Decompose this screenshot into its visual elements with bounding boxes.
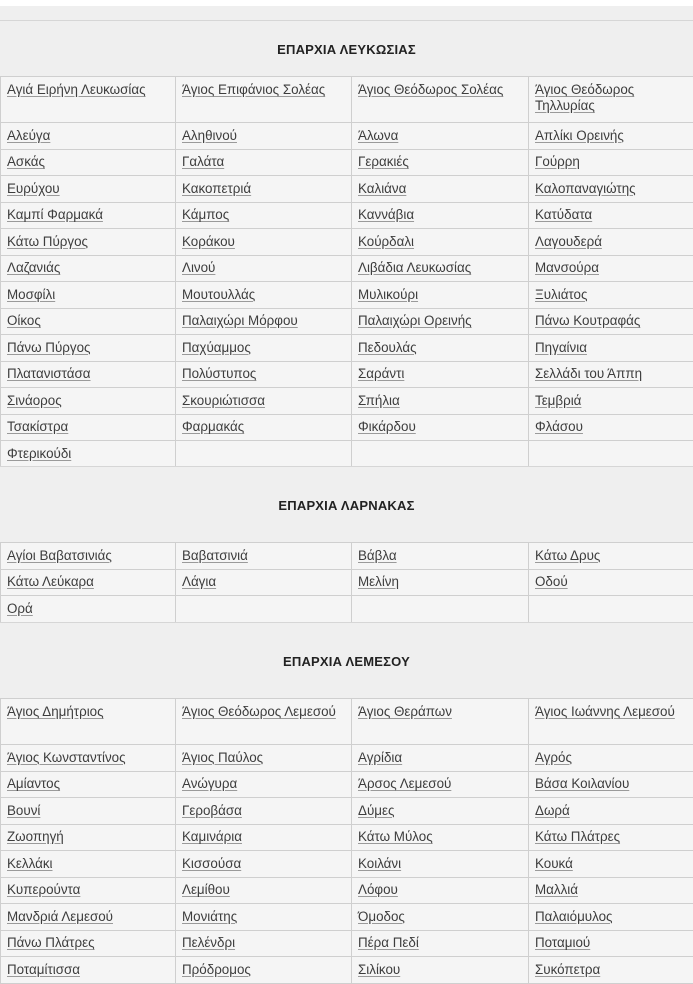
village-cell[interactable]: Πλατανιστάσα <box>1 361 176 388</box>
village-cell[interactable]: Σαράντι <box>352 361 529 388</box>
table-larnaca <box>0 542 693 623</box>
village-cell[interactable]: Γούρρη <box>529 149 693 176</box>
village-cell[interactable]: Αληθινού <box>176 123 352 150</box>
village-cell[interactable]: Άγιος Θεράπων <box>352 699 529 745</box>
village-cell[interactable]: Γεροβάσα <box>176 798 352 825</box>
village-cell[interactable]: Κυπερούντα <box>1 877 176 904</box>
table-row <box>1 255 693 282</box>
village-cell <box>529 441 693 468</box>
table-row <box>1 77 693 123</box>
village-cell[interactable]: Αγρίδια <box>352 745 529 772</box>
village-cell[interactable]: Λινού <box>176 255 352 282</box>
table-row <box>1 123 693 150</box>
section-title: ΕΠΑΡΧΙΑ ΛΑΡΝΑΚΑΣ <box>278 498 414 513</box>
village-cell[interactable]: Κάμπος <box>176 202 352 229</box>
village-cell[interactable]: Αλεύγα <box>1 123 176 150</box>
village-cell[interactable]: Γερακιές <box>352 149 529 176</box>
table-limassol <box>0 698 693 984</box>
village-cell[interactable]: Άγιος Θεόδωρος Τηλλυρίας <box>529 77 693 123</box>
table-row <box>1 877 693 904</box>
village-cell[interactable]: Σινάορος <box>1 388 176 415</box>
village-cell[interactable]: Ανώγυρα <box>176 771 352 798</box>
table-row <box>1 543 693 570</box>
table-nicosia <box>0 76 693 468</box>
village-cell[interactable]: Άγιος Κωνσταντίνος <box>1 745 176 772</box>
village-cell[interactable]: Κάτω Μύλος <box>352 824 529 851</box>
village-cell <box>529 596 693 623</box>
village-cell[interactable]: Βάσα Κοιλανίου <box>529 771 693 798</box>
village-cell[interactable]: Ποταμιού <box>529 930 693 957</box>
top-strip <box>0 0 693 6</box>
table-row <box>1 282 693 309</box>
village-cell <box>176 441 352 468</box>
village-cell[interactable]: Σκουριώτισσα <box>176 388 352 415</box>
table-row <box>1 569 693 596</box>
village-cell[interactable]: Κάτω Πλάτρες <box>529 824 693 851</box>
village-cell[interactable]: Μανσούρα <box>529 255 693 282</box>
village-cell[interactable]: Πάνω Πύργος <box>1 335 176 362</box>
village-cell[interactable]: Άγιος Επιφάνιος Σολέας <box>176 77 352 123</box>
village-cell[interactable]: Λάγια <box>176 569 352 596</box>
village-cell[interactable]: Ποταμίτισσα <box>1 957 176 984</box>
village-cell <box>176 596 352 623</box>
village-cell[interactable]: Αγίοι Βαβατσινιάς <box>1 543 176 570</box>
village-cell[interactable]: Κισσούσα <box>176 851 352 878</box>
village-cell[interactable]: Ζωοπηγή <box>1 824 176 851</box>
village-cell[interactable]: Πεδουλάς <box>352 335 529 362</box>
village-cell[interactable]: Άγιος Παύλος <box>176 745 352 772</box>
village-cell[interactable]: Άρσος Λεμεσού <box>352 771 529 798</box>
village-cell[interactable]: Άλωνα <box>352 123 529 150</box>
village-cell[interactable]: Λαζανιάς <box>1 255 176 282</box>
village-cell[interactable]: Βάβλα <box>352 543 529 570</box>
village-cell[interactable]: Μυλικούρι <box>352 282 529 309</box>
table-row <box>1 308 693 335</box>
village-cell[interactable]: Δύμες <box>352 798 529 825</box>
table-row <box>1 149 693 176</box>
village-cell[interactable]: Απλίκι Ορεινής <box>529 123 693 150</box>
village-cell[interactable]: Άγιος Θεόδωρος Λεμεσού <box>176 699 352 745</box>
village-cell[interactable]: Πρόδρομος <box>176 957 352 984</box>
village-cell[interactable]: Οδού <box>529 569 693 596</box>
table-row <box>1 441 693 468</box>
village-cell[interactable]: Ευρύχου <box>1 176 176 203</box>
village-cell[interactable]: Οίκος <box>1 308 176 335</box>
village-cell[interactable]: Βαβατσινιά <box>176 543 352 570</box>
village-cell[interactable]: Λόφου <box>352 877 529 904</box>
village-cell[interactable]: Παλαιχώρι Ορεινής <box>352 308 529 335</box>
village-cell[interactable]: Κουκά <box>529 851 693 878</box>
village-cell[interactable]: Πηγαίνια <box>529 335 693 362</box>
village-cell[interactable]: Γαλάτα <box>176 149 352 176</box>
table-row <box>1 771 693 798</box>
village-cell[interactable]: Λαγουδερά <box>529 229 693 256</box>
table-row <box>1 388 693 415</box>
village-cell[interactable]: Φαρμακάς <box>176 414 352 441</box>
village-cell[interactable]: Άγιος Θεόδωρος Σολέας <box>352 77 529 123</box>
village-cell[interactable]: Πελένδρι <box>176 930 352 957</box>
section-title: ΕΠΑΡΧΙΑ ΛΕΥΚΩΣΙΑΣ <box>277 42 416 57</box>
village-cell[interactable]: Κούρδαλι <box>352 229 529 256</box>
village-cell[interactable]: Άγιος Δημήτριος <box>1 699 176 745</box>
village-cell[interactable]: Παλαιχώρι Μόρφου <box>176 308 352 335</box>
village-cell[interactable]: Πολύστυπος <box>176 361 352 388</box>
village-cell[interactable]: Κακοπετριά <box>176 176 352 203</box>
village-cell[interactable]: Πέρα Πεδί <box>352 930 529 957</box>
village-cell[interactable]: Μουτουλλάς <box>176 282 352 309</box>
village-cell[interactable]: Μελίνη <box>352 569 529 596</box>
section-header-limassol <box>0 622 693 699</box>
village-cell[interactable]: Καμπί Φαρμακά <box>1 202 176 229</box>
village-cell[interactable]: Αγιά Ειρήνη Λευκωσίας <box>1 77 176 123</box>
village-cell[interactable]: Καμινάρια <box>176 824 352 851</box>
village-cell[interactable]: Φικάρδου <box>352 414 529 441</box>
village-cell[interactable]: Πάνω Πλάτρες <box>1 930 176 957</box>
village-cell[interactable]: Κοιλάνι <box>352 851 529 878</box>
village-cell[interactable]: Πάνω Κουτραφάς <box>529 308 693 335</box>
village-cell[interactable]: Αμίαντος <box>1 771 176 798</box>
village-cell[interactable]: Αγρός <box>529 745 693 772</box>
village-cell[interactable]: Τεμβριά <box>529 388 693 415</box>
village-cell[interactable]: Σπήλια <box>352 388 529 415</box>
village-cell[interactable]: Σιλίκου <box>352 957 529 984</box>
section-header-nicosia <box>0 20 693 77</box>
table-row <box>1 176 693 203</box>
village-cell[interactable]: Ξυλιάτος <box>529 282 693 309</box>
table-row <box>1 699 693 745</box>
village-cell[interactable]: Όμοδος <box>352 904 529 931</box>
table-row <box>1 596 693 623</box>
table-row <box>1 798 693 825</box>
table-row <box>1 745 693 772</box>
table-row <box>1 930 693 957</box>
table-row <box>1 229 693 256</box>
table-row <box>1 361 693 388</box>
village-cell[interactable]: Κάτω Πύργος <box>1 229 176 256</box>
village-cell <box>352 596 529 623</box>
village-cell[interactable]: Βουνί <box>1 798 176 825</box>
village-cell[interactable]: Ασκάς <box>1 149 176 176</box>
village-cell[interactable]: Μονιάτης <box>176 904 352 931</box>
village-cell[interactable]: Λιβάδια Λευκωσίας <box>352 255 529 282</box>
table-row <box>1 957 693 984</box>
village-cell[interactable]: Κατύδατα <box>529 202 693 229</box>
village-cell[interactable]: Καλοπαναγιώτης <box>529 176 693 203</box>
village-cell[interactable]: Συκόπετρα <box>529 957 693 984</box>
village-cell[interactable]: Φτερικούδι <box>1 441 176 468</box>
section-header-larnaca <box>0 466 693 543</box>
village-cell[interactable]: Μανδριά Λεμεσού <box>1 904 176 931</box>
village-cell[interactable]: Ορά <box>1 596 176 623</box>
village-cell[interactable]: Κάτω Λεύκαρα <box>1 569 176 596</box>
village-cell[interactable]: Μαλλιά <box>529 877 693 904</box>
village-cell[interactable]: Τσακίστρα <box>1 414 176 441</box>
section-title: ΕΠΑΡΧΙΑ ΛΕΜΕΣΟΥ <box>283 654 410 669</box>
table-row <box>1 824 693 851</box>
village-cell[interactable]: Φλάσου <box>529 414 693 441</box>
village-cell[interactable]: Καννάβια <box>352 202 529 229</box>
village-cell[interactable]: Κελλάκι <box>1 851 176 878</box>
table-row <box>1 904 693 931</box>
table-row <box>1 851 693 878</box>
village-cell[interactable]: Δωρά <box>529 798 693 825</box>
table-row <box>1 335 693 362</box>
village-cell[interactable]: Μοσφίλι <box>1 282 176 309</box>
village-cell[interactable]: Κοράκου <box>176 229 352 256</box>
village-cell <box>352 441 529 468</box>
village-cell[interactable]: Σελλάδι του Άππη <box>529 361 693 388</box>
village-cell[interactable]: Κάτω Δρυς <box>529 543 693 570</box>
village-cell[interactable]: Λεμίθου <box>176 877 352 904</box>
table-row <box>1 414 693 441</box>
village-cell[interactable]: Παλαιόμυλος <box>529 904 693 931</box>
table-row <box>1 202 693 229</box>
village-cell[interactable]: Άγιος Ιωάννης Λεμεσού <box>529 699 693 745</box>
village-cell[interactable]: Παχύαμμος <box>176 335 352 362</box>
village-cell[interactable]: Καλιάνα <box>352 176 529 203</box>
